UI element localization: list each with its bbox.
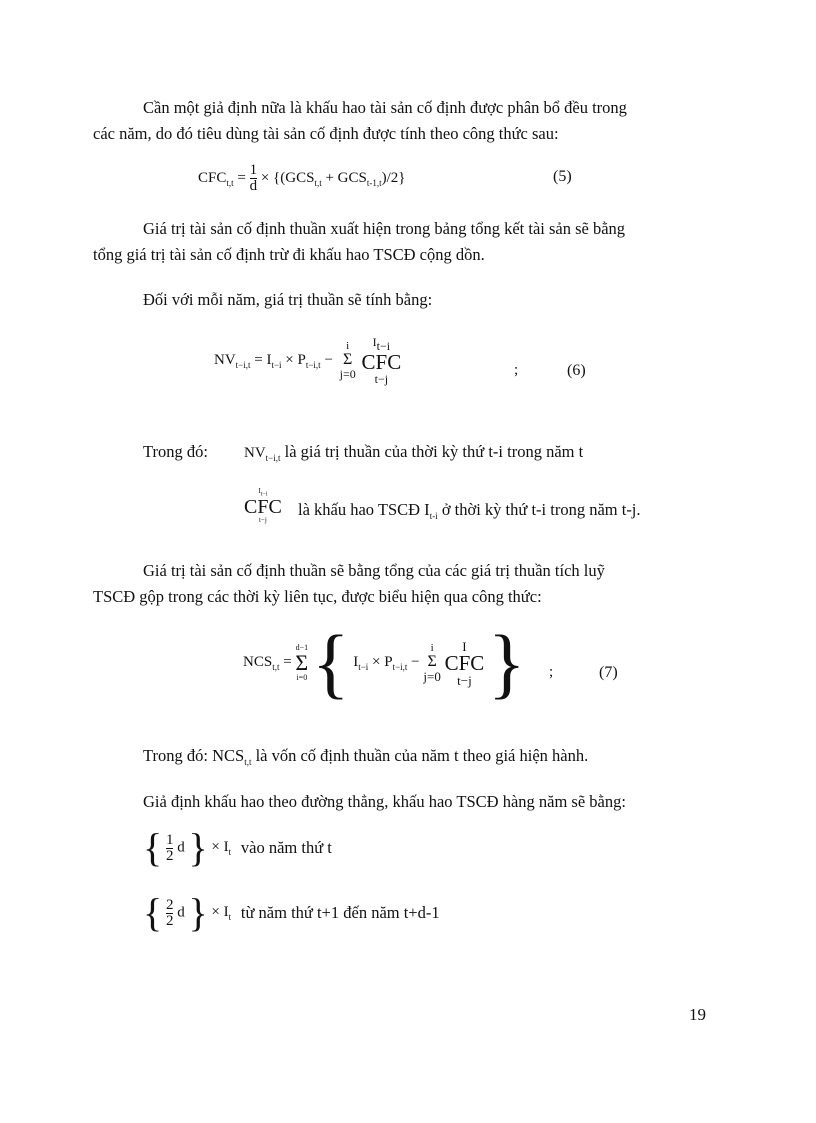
depreciation-2-text: từ năm thứ t+1 đến năm t+d-1: [240, 903, 440, 923]
equation-5-number: (5): [553, 168, 572, 185]
where-3-text-b: là vốn cố định thuần của năm t theo giá hiện hành.: [255, 746, 589, 765]
paragraph-3: Đối với mỗi năm, giá trị thuần sẽ tính bằng:: [143, 290, 433, 309]
equation-7-semicolon: ;: [549, 664, 554, 680]
equation-6-semicolon: ;: [514, 362, 519, 378]
page-number: 19: [689, 1005, 706, 1024]
equation-6: $NV_{t-i,t} = I_{t-i} \times P_{t-i,t}$ − i Σ j=0 $I_{t-i}$ CFC t−j: [214, 335, 402, 386]
depreciation-1-text: vào năm thứ t: [240, 838, 332, 858]
equation-5: $CFC_{t,t}$ = $\frac{1}{d}$ × $\{(GCS_{t,t} + GCS_{t-1,t})/2\}$: [198, 162, 406, 194]
depreciation-formula-2: { $\frac{2}{2}$ d } × $I_t$ từ năm thứ t+1 đến năm t+d-1: [143, 890, 440, 935]
paragraph-1-line-2: các năm, do đó tiêu dùng tài sản cố định được tính theo công thức sau:: [93, 124, 559, 143]
depreciation-formula-1: { $\frac{1}{2}$ d } × $I_t$ vào năm thứ t: [143, 825, 332, 870]
paragraph-2-line-2: tổng giá trị tài sản cố định trừ đi khấu hao TSCĐ cộng dồn.: [93, 245, 485, 264]
paragraph-2-line-1: Giá trị tài sản cố định thuần xuất hiện trong bảng tổng kết tài sản sẽ bằng: [143, 219, 626, 238]
paragraph-5: Giả định khấu hao theo đường thẳng, khấu hao TSCĐ hàng năm sẽ bằng:: [143, 792, 626, 811]
where-2-text-a: là khấu hao TSCĐ I: [298, 500, 430, 519]
where-2-cfc-symbol: $I_{t-i}$ CFC t−j: [244, 487, 282, 525]
where-1-label: Trong đó:: [143, 442, 208, 461]
paragraph-1-line-1: Cần một giả định nữa là khấu hao tài sản cố định được phân bổ đều trong: [143, 98, 627, 117]
equation-7: $NCS_{t,t}$ = d−1 Σ i=0 { $I_{t-i} \times P_{t-i,t}$ − i Σ j=0 I CFC t−j }: [243, 619, 526, 706]
where-2-definition: là khấu hao TSCĐ $I_{t-i}$ ở thời kỳ thứ t-i trong năm t-j.: [298, 500, 641, 521]
where-3-text-a: Trong đó: NCS: [143, 746, 245, 765]
equation-6-number: (6): [567, 362, 586, 379]
where-3: Trong đó: $NCS_{t,t}$ là vốn cố định thuần của năm t theo giá hiện hành.: [143, 746, 589, 767]
where-1-definition: $NV_{t-i,t}$ là giá trị thuần của thời kỳ thứ t-i trong năm t: [244, 442, 584, 463]
equation-7-number: (7): [599, 664, 618, 681]
where-2-text-b: ở thời kỳ thứ t-i trong năm t-j.: [441, 500, 641, 519]
where-1-text: là giá trị thuần của thời kỳ thứ t-i trong năm t: [284, 442, 584, 461]
paragraph-4-line-1: Giá trị tài sản cố định thuần sẽ bằng tổng của các giá trị thuần tích luỹ: [143, 561, 605, 580]
paragraph-4-line-2: TSCĐ gộp trong các thời kỳ liên tục, được biểu hiện qua công thức:: [93, 587, 542, 606]
